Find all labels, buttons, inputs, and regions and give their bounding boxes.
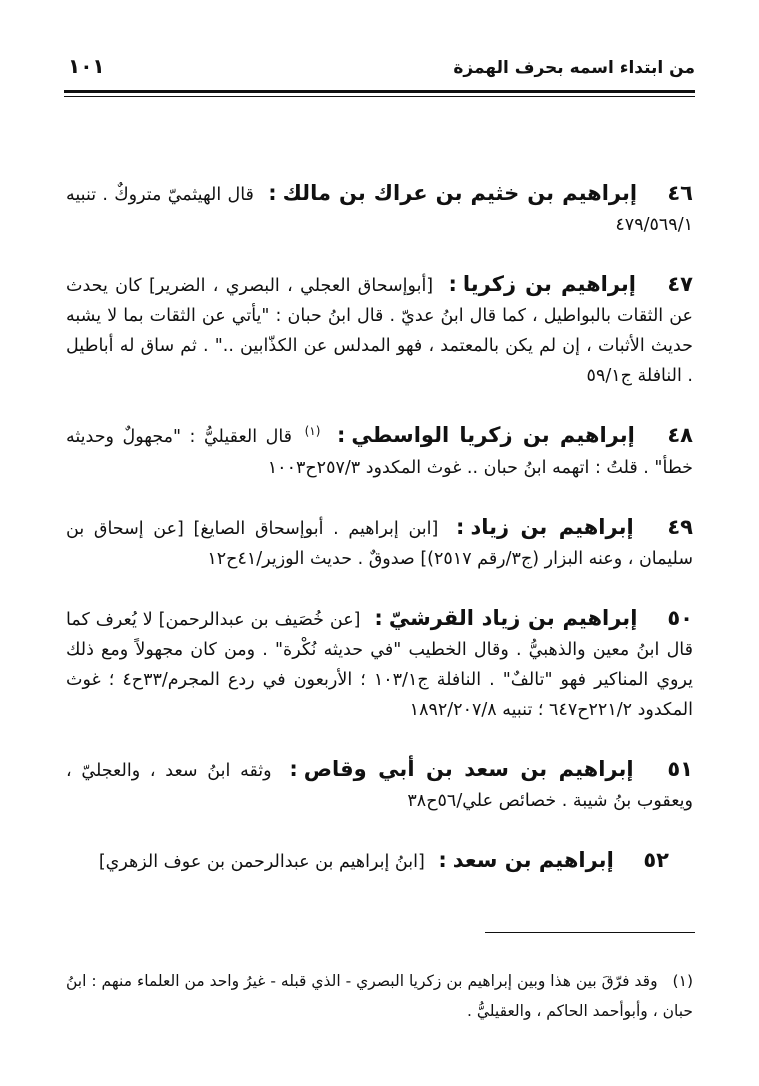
entry-colon: : — [336, 422, 346, 447]
entry-body: [عن خُصَيف بن عبدالرحمن] لا يُعرف كما قال ابنُ معين والذهبيُّ . وقال الخطيب "في حديثه نُكْرة" . ومن كان مجهولاً ومع ذلك يروي المناكير فهو "تالفٌ" . النافلة ج١٠٣/١ ؛ الأربعون في ردع المجرم/٣٣ح٤ ؛ غوث المكدود ٢٢١/٢ح٦٤٧ ؛ تنبيه ١٨٩٢/٢٠٧/٨ — [66, 609, 694, 720]
entry-48 — [66, 420, 693, 483]
entry-number: ٤٦ — [667, 180, 693, 205]
entry-number: ٤٩ — [667, 514, 693, 539]
entry-52 — [66, 845, 669, 877]
entry-name: إبراهيم بن زياد القرشيّ — [388, 605, 638, 630]
entry-name: إبراهيم بن زكريا الواسطي — [351, 422, 635, 447]
entry-body: قال العقيليُّ : "مجهولٌ وحديثه خطأ" . قلتُ : اتهمه ابنُ حبان .. غوث المكدود ٢٥٧/٣ح١٠٠٣ — [66, 426, 693, 478]
header-rule-thin — [64, 96, 695, 97]
footnote-reference[interactable]: (١) — [304, 423, 321, 438]
entry-50 — [66, 603, 693, 725]
entry-number: ٥٠ — [667, 605, 693, 630]
entry-name: إبراهيم بن سعد بن أبي وقاص — [303, 756, 634, 781]
header-rule-thick — [64, 90, 695, 93]
footnote-mark: (١) — [672, 971, 693, 990]
page-number: ١٠١ — [68, 54, 105, 78]
entry-name: إبراهيم بن خثيم بن عراك بن مالك — [282, 180, 638, 205]
entry-body: وثقه ابنُ سعد ، والعجليّ ، ويعقوب بنُ شيبة . خصائص علي/٥٦ح٣٨ — [66, 760, 693, 811]
running-title: من ابتداء اسمه بحرف الهمزة — [453, 58, 695, 78]
footnote-separator — [485, 932, 695, 933]
entry-47 — [66, 269, 693, 391]
footnote — [66, 966, 693, 1026]
entry-colon: : — [448, 271, 457, 296]
entry-name: إبراهيم بن زياد — [470, 514, 634, 539]
entry-colon: : — [374, 605, 383, 630]
entry-name: إبراهيم بن سعد — [452, 847, 614, 872]
entry-colon: : — [456, 514, 465, 539]
entry-body: [أبوإسحاق العجلي ، البصري ، الضرير] كان يحدث عن الثقات بالبواطيل ، كما قال ابنُ عديّ . قال ابنُ حبان : "يأتي عن الثقات بما لا يشبه حديث الأثبات ، إن لم يكن بالمعتمد ، فهو المدلس عن الكذّابين .." . ثم ساق له أباطيل . النافلة ج٥٩/١ — [66, 275, 693, 386]
entry-body: [ابنُ إبراهيم بن عبدالرحمن بن عوف الزهري] — [98, 851, 425, 872]
entry-colon: : — [289, 756, 298, 781]
entry-name: إبراهيم بن زكريا — [462, 271, 636, 296]
entry-colon: : — [438, 847, 447, 872]
running-header — [64, 54, 695, 84]
entry-number: ٥٢ — [643, 847, 669, 872]
entry-number: ٥١ — [667, 756, 693, 781]
entry-number: ٤٧ — [667, 271, 693, 296]
entry-number: ٤٨ — [667, 422, 693, 447]
entry-colon: : — [268, 180, 277, 205]
entry-49 — [66, 512, 693, 574]
entry-51 — [66, 754, 693, 816]
entry-46 — [66, 178, 693, 240]
entries-list — [66, 160, 693, 906]
entry-body: قال الهيثميّ متروكٌ . تنبيه ٤٧٩/٥٦٩/١ — [66, 184, 693, 235]
footnote-text: وقد فرّقَ بين هذا وبين إبراهيم بن زكريا البصري - الذي قبله - غيرُ واحد من العلماء منهم : ابنُ حبان ، وأبوأحمد الحاكم ، والعقيليُّ . — [66, 971, 693, 1020]
entry-body: [ابن إبراهيم . أبوإسحاق الصايغ] [عن إسحاق بن سليمان ، وعنه البزار (ج٣/رقم ٢٥١٧)] صدوقٌ . حديث الوزير/٤١ح١٢ — [66, 518, 693, 569]
